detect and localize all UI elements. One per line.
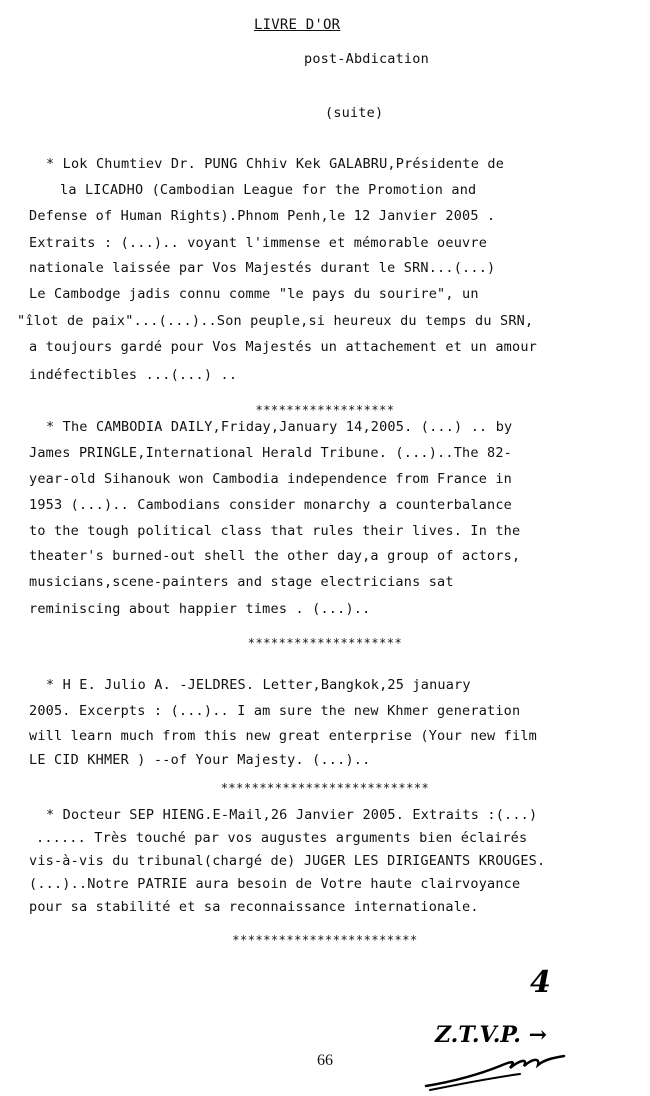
handwritten-page-mark: 4 (530, 965, 551, 1000)
entry-line: indéfectibles ...(...) .. (29, 367, 238, 383)
entry-line: * H E. Julio A. -JELDRES. Letter,Bangkok,25 january (46, 677, 471, 693)
entry-line: nationale laissée par Vos Majestés durant le SRN...(...) (29, 260, 496, 276)
entry-line: (...)..Notre PATRIE aura besoin de Votre haute clairvoyance (29, 876, 521, 892)
entry-line: Le Cambodge jadis connu comme "le pays du sourire", un (29, 286, 479, 302)
entry-line: * Docteur SEP HIENG.E-Mail,26 Janvier 2005. Extraits :(...) (46, 807, 538, 823)
entry-line: * The CAMBODIA DAILY,Friday,January 14,2005. (...) .. by (46, 419, 513, 435)
entry-line: a toujours gardé pour Vos Majestés un attachement et un amour (29, 339, 537, 355)
entry-line: musicians,scene-painters and stage electricians sat (29, 574, 454, 590)
entry-line: pour sa stabilité et sa reconnaissance internationale. (29, 899, 479, 915)
page-title: LIVRE D'OR (254, 17, 341, 33)
entry-line: LE CID KHMER ) --of Your Majesty. (...).. (29, 752, 371, 768)
entry-line: * Lok Chumtiev Dr. PUNG Chhiv Kek GALABRU,Présidente de (46, 156, 505, 172)
entry-line: vis-à-vis du tribunal(chargé de) JUGER LES DIRIGEANTS KROUGES. (29, 853, 546, 869)
separator: ****************** (255, 403, 395, 417)
entry-line: ...... Très touché par vos augustes arguments bien éclairés (36, 830, 528, 846)
continuation-label: (suite) (325, 105, 384, 121)
handwritten-initials: Z.T.V.P. → (435, 1022, 548, 1048)
entry-line: will learn much from this new great enterprise (Your new film (29, 728, 537, 744)
entry-line: Extraits : (...).. voyant l'immense et mémorable oeuvre (29, 235, 488, 251)
entry-line: 1953 (...).. Cambodians consider monarchy a counterbalance (29, 497, 513, 513)
page-subtitle: post-Abdication (304, 51, 429, 67)
separator: ************************ (232, 933, 418, 947)
entry-line: year-old Sihanouk won Cambodia independence from France in (29, 471, 513, 487)
entry-line: to the tough political class that rules their lives. In the (29, 523, 521, 539)
entry-line: la LICADHO (Cambodian League for the Promotion and (60, 182, 477, 198)
entry-line: theater's burned-out shell the other day,a group of actors, (29, 548, 521, 564)
entry-line: 2005. Excerpts : (...).. I am sure the new Khmer generation (29, 703, 521, 719)
separator: *************************** (220, 781, 430, 795)
separator: ******************** (247, 636, 403, 650)
page-number: 66 (317, 1052, 333, 1069)
entry-line: James PRINGLE,International Herald Tribune. (...)..The 82- (29, 445, 513, 461)
entry-line: Defense of Human Rights).Phnom Penh,le 12 Janvier 2005 . (29, 208, 496, 224)
entry-line: "îlot de paix"...(...)..Son peuple,si heureux du temps du SRN, (17, 313, 534, 329)
entry-line: reminiscing about happier times . (...).. (29, 601, 371, 617)
